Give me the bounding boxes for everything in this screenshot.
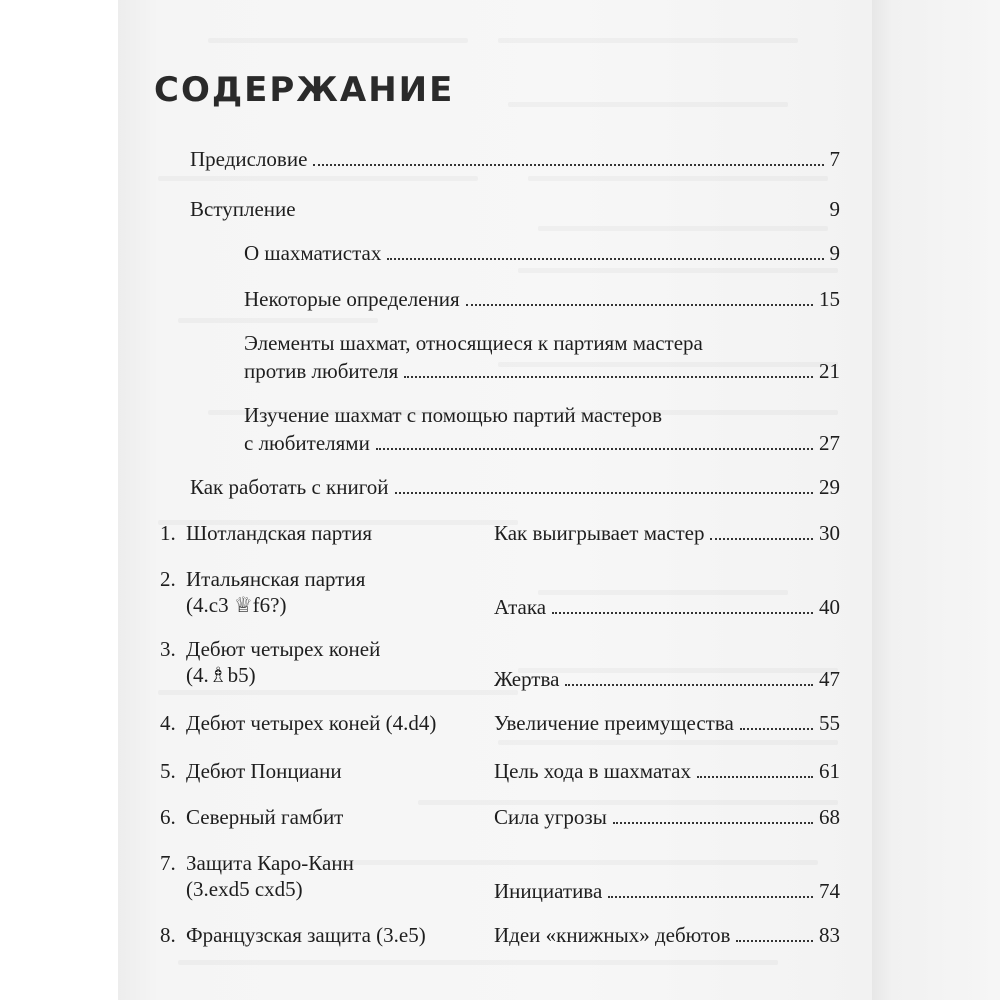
chapter-opening xyxy=(160,636,380,662)
toc-page-number: 7 xyxy=(829,147,840,171)
chapter-opening-name: Итальянская партия xyxy=(186,567,366,591)
chapter-opening-name: Шотландская партия xyxy=(186,521,373,545)
toc-entry-label: О шахматистах xyxy=(244,241,382,265)
leader-dots xyxy=(466,304,813,306)
toc-entry-label: Как работать с книгой xyxy=(190,475,389,499)
chapter-opening-name: Дебют четырех коней xyxy=(186,637,381,661)
toc-page-number: 47 xyxy=(819,667,840,691)
chapter-opening xyxy=(160,804,343,830)
chapter-opening xyxy=(160,850,354,876)
leader-dots xyxy=(565,684,813,686)
leader-dots xyxy=(376,448,813,450)
contents-title: СОДЕРЖАНИЕ xyxy=(154,70,455,110)
toc-page-number: 83 xyxy=(819,923,840,947)
toc-entry-label-line2: против любителя xyxy=(244,359,399,383)
toc-entry-definitions xyxy=(244,286,840,312)
chapter-theme-entry xyxy=(494,804,840,830)
leader-dots xyxy=(697,776,813,778)
leader-dots xyxy=(552,612,813,614)
toc-entry-elements xyxy=(244,358,840,384)
chapter-opening-name: Дебют Понциани xyxy=(186,759,342,783)
chapter-theme: Атака xyxy=(494,595,547,619)
toc-entry-label-line2: с любителями xyxy=(244,431,370,455)
toc-page-number: 74 xyxy=(819,879,840,903)
chapter-opening-name: Дебют четырех коней (4.d4) xyxy=(186,711,437,735)
toc-page-number: 61 xyxy=(819,759,840,783)
toc-page-number: 68 xyxy=(819,805,840,829)
chapter-opening xyxy=(160,758,342,784)
chapter-opening-variation: (4.c3 ♕f6?) xyxy=(186,593,287,617)
chapter-theme-entry xyxy=(494,594,840,620)
toc-entry-preface xyxy=(190,146,840,172)
toc-page-number: 21 xyxy=(819,359,840,383)
toc-entry-introduction xyxy=(190,196,840,222)
chapter-theme-entry xyxy=(494,520,840,546)
chapter-number: 3. xyxy=(160,637,176,661)
chapter-theme-entry xyxy=(494,666,840,692)
toc-entry-about-players xyxy=(244,240,840,266)
chapter-number: 6. xyxy=(160,805,176,829)
toc-entry-study xyxy=(244,430,840,456)
chapter-theme: Увеличение преимущества xyxy=(494,711,734,735)
chapter-number: 8. xyxy=(160,923,176,947)
toc-page-number: 40 xyxy=(819,595,840,619)
leader-dots xyxy=(740,728,813,730)
chapter-theme-entry xyxy=(494,758,840,784)
chapter-opening-name: Французская защита (3.e5) xyxy=(186,923,426,947)
leader-dots xyxy=(395,492,813,494)
chapter-number: 4. xyxy=(160,711,176,735)
chapter-opening-variation: (4.♗b5) xyxy=(186,663,256,687)
chapter-number: 1. xyxy=(160,521,176,545)
leader-dots xyxy=(404,376,813,378)
chapter-number: 2. xyxy=(160,567,176,591)
leader-dots xyxy=(608,896,813,898)
toc-entry-how-to-use xyxy=(190,474,840,500)
chapter-number: 7. xyxy=(160,851,176,875)
chapter-theme: Идеи «книжных» дебютов xyxy=(494,923,731,947)
leader-dots xyxy=(387,258,823,260)
leader-dots xyxy=(736,940,813,942)
chapter-theme: Как выигрывает мастер xyxy=(494,521,705,545)
toc-page-number: 9 xyxy=(829,197,840,221)
toc-entry-elements-line1: Элементы шахмат, относящиеся к партиям мастера xyxy=(244,331,703,355)
toc-page-number: 15 xyxy=(819,287,840,311)
toc-entry-label: Предисловие xyxy=(190,147,308,171)
chapter-number: 5. xyxy=(160,759,176,783)
chapter-theme: Сила угрозы xyxy=(494,805,607,829)
toc-page-number: 29 xyxy=(819,475,840,499)
chapter-opening-name: Защита Каро-Канн xyxy=(186,851,354,875)
chapter-theme-entry xyxy=(494,922,840,948)
toc-entry-label: Вступление xyxy=(190,197,296,221)
chapter-theme: Цель хода в шахматах xyxy=(494,759,691,783)
chapter-opening xyxy=(160,922,426,948)
chapter-opening-name: Северный гамбит xyxy=(186,805,344,829)
toc-page-number: 30 xyxy=(819,521,840,545)
chapter-opening xyxy=(160,566,365,592)
chapter-opening-variation: (3.exd5 cxd5) xyxy=(186,877,303,901)
chapter-theme: Инициатива xyxy=(494,879,603,903)
toc-page-number: 55 xyxy=(819,711,840,735)
leader-dots xyxy=(710,538,813,540)
chapter-theme-entry xyxy=(494,710,840,736)
toc-entry-label: Некоторые определения xyxy=(244,287,460,311)
leader-dots xyxy=(313,164,823,166)
page-edge xyxy=(872,0,1000,1000)
toc-entry-study-line1: Изучение шахмат с помощью партий мастеров xyxy=(244,403,663,427)
chapter-opening xyxy=(160,520,372,546)
chapter-theme-entry xyxy=(494,878,840,904)
toc-page-number: 9 xyxy=(829,241,840,265)
leader-dots xyxy=(613,822,813,824)
chapter-theme: Жертва xyxy=(494,667,560,691)
toc-page-number: 27 xyxy=(819,431,840,455)
chapter-opening xyxy=(160,710,436,736)
